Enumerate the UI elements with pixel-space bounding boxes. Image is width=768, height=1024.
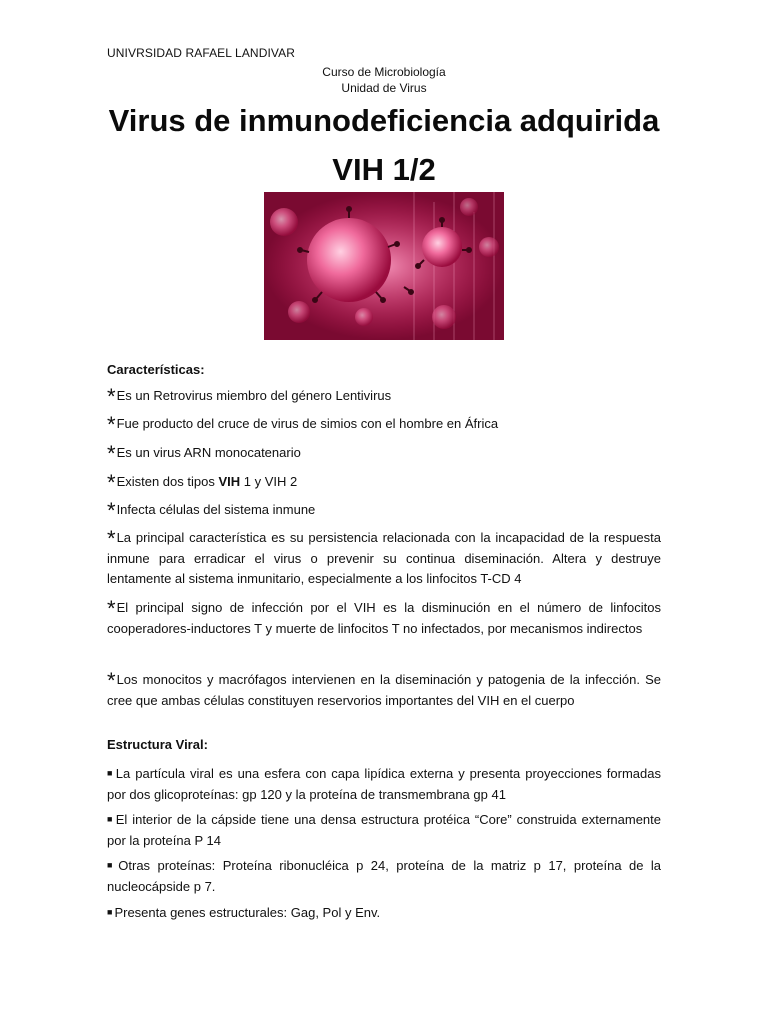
page-subtitle: VIH 1/2 (332, 152, 436, 187)
square-bullet: ■ (107, 907, 113, 917)
structure-item: ■ La partícula viral es una esfera con capa lipídica externa y presenta proyecciones formadas por dos glicoproteínas: gp 120 y la proteína de transmembrana gp 41 (107, 766, 661, 802)
characteristic-item: *Infecta células del sistema inmune (107, 498, 316, 523)
characteristic-item: *Existen dos tipos VIH 1 y VIH 2 (107, 470, 298, 495)
characteristic-item: *Es un Retrovirus miembro del género Lentivirus (107, 384, 392, 409)
asterisk-bullet: * (107, 470, 116, 495)
asterisk-bullet: * (107, 412, 116, 437)
unit-name: Unidad de Virus (341, 81, 427, 95)
asterisk-bullet: * (107, 384, 116, 409)
characteristic-item: *Es un virus ARN monocatenario (107, 441, 301, 466)
asterisk-bullet: * (107, 596, 116, 621)
asterisk-bullet: * (107, 668, 116, 693)
asterisk-bullet: * (107, 498, 116, 523)
asterisk-bullet: * (107, 441, 116, 466)
characteristic-item: *La principal característica es su persistencia relacionada con la incapacidad de la respuesta inmune para erradicar el virus o prevenir su continua diseminación. Altera y destruye lentamente al sistema inmunitario, especialmente a los linfocitos T-CD 4 (107, 526, 661, 586)
university-name: UNIVRSIDAD RAFAEL LANDIVAR (107, 46, 295, 60)
square-bullet: ■ (107, 768, 114, 778)
structure-item: ■ Presenta genes estructurales: Gag, Pol y Env. (107, 905, 381, 920)
course-name: Curso de Microbiología (322, 65, 446, 79)
structure-item: ■ Otras proteínas: Proteína ribonucléica p 24, proteína de la matriz p 17, proteína de la nucleocápside p 7. (107, 858, 662, 894)
structure-heading: Estructura Viral: (107, 737, 208, 752)
characteristics-heading: Características: (107, 362, 205, 377)
page-title: Virus de inmunodeficiencia adquirida (108, 103, 660, 138)
virus-image (264, 192, 504, 340)
characteristic-item: *Fue producto del cruce de virus de simios con el hombre en África (107, 412, 499, 437)
square-bullet: ■ (107, 860, 117, 870)
characteristic-item: *El principal signo de infección por el VIH es la disminución en el número de linfocitos cooperadores-inductores T y muerte de linfocitos T no infectados, por mecanismos indirectos (107, 596, 661, 636)
asterisk-bullet: * (107, 526, 116, 551)
characteristic-item: *Los monocitos y macrófagos intervienen en la diseminación y patogenia de la infección. Se cree que ambas células constituyen reservorios importantes del VIH en el cuerpo (107, 668, 661, 708)
square-bullet: ■ (107, 814, 114, 824)
structure-item: ■ El interior de la cápside tiene una densa estructura protéica “Core” construida externamente por la proteína P 14 (107, 812, 661, 848)
